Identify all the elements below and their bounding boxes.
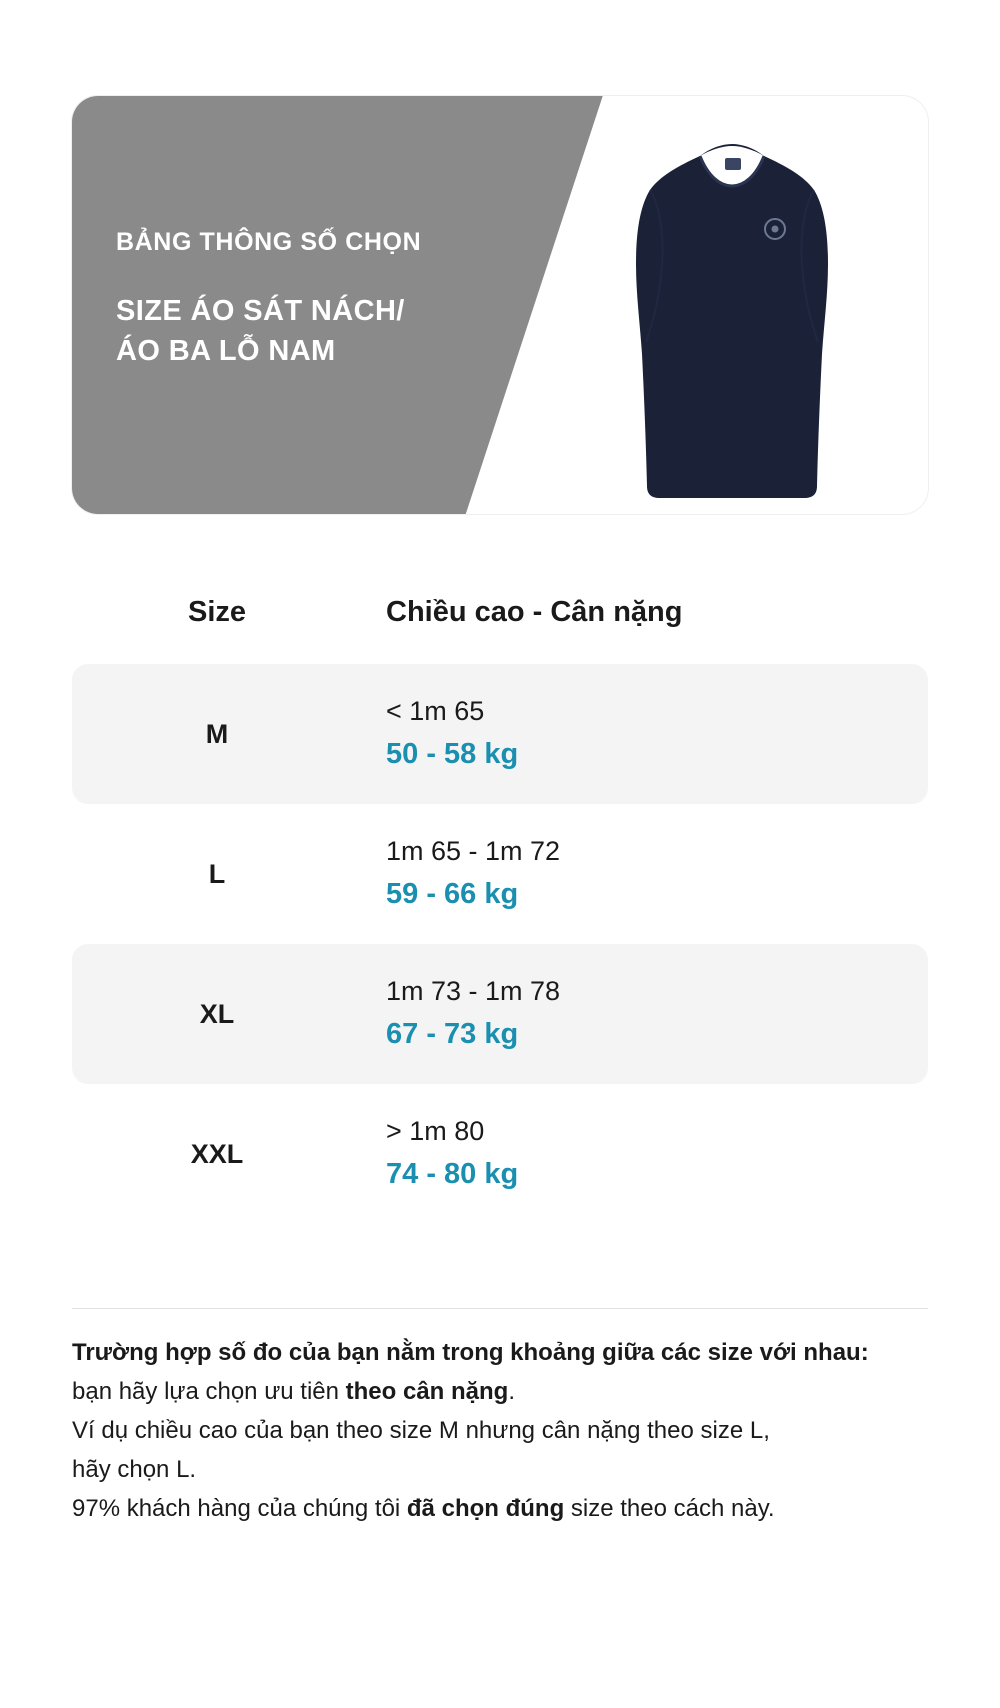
cell-measurement [362,833,928,914]
note-line-2 [72,1373,938,1412]
note-line-5 [72,1490,938,1529]
cell-height: 1m 65 - 1m 72 [386,836,561,867]
header-banner [72,96,928,514]
table-header-row [72,560,928,664]
notes-block [72,1334,938,1528]
table-row [72,1084,928,1224]
cell-size: XL [199,998,235,1029]
note-line-5-pre: 97% khách hàng của chúng tôi [72,1494,407,1522]
note-line-1-text: Trường hợp số đo của bạn nằm trong khoảng giữa các size với nhau: [72,1339,869,1366]
note-line-2-pre: bạn hãy lựa chọn ưu tiên [72,1377,346,1405]
table-row [72,804,928,944]
cell-height: 1m 73 - 1m 78 [386,976,561,1007]
cell-size: XXL [190,1138,244,1169]
size-table [72,560,928,1224]
banner-title-line2-part2: ÁO BA LỖ NAM [116,335,336,368]
cell-weight: 67 - 73 kg [386,1017,519,1050]
banner-text-block [116,228,546,371]
banner-title-line1: BẢNG THÔNG SỐ CHỌN [116,228,422,256]
note-line-3: Ví dụ chiều cao của bạn theo size M nhưng cân nặng theo size L, [72,1416,770,1444]
note-line-2-bold: theo cân nặng [345,1377,509,1405]
table-row [72,664,928,804]
cell-measurement [362,693,928,774]
note-line-1 [72,1334,938,1373]
cell-size: L [208,858,226,889]
cell-measurement [362,973,928,1054]
tank-top-shirt-image [582,114,882,514]
cell-height: > 1m 80 [386,1116,485,1147]
cell-height: < 1m 65 [386,696,485,727]
table-row [72,944,928,1084]
note-line-2-post: . [508,1377,516,1405]
banner-title-line2 [116,291,546,371]
note-line-4: hãy chọn L. [72,1455,197,1483]
column-header-size: Size [187,595,247,628]
cell-weight: 74 - 80 kg [386,1157,519,1190]
section-divider [72,1308,928,1309]
cell-measurement [362,1113,928,1194]
banner-title-line2-part1: SIZE ÁO SÁT NÁCH/ [116,295,405,327]
cell-weight: 59 - 66 kg [386,877,519,910]
cell-weight: 50 - 58 kg [386,737,519,770]
column-header-measurement: Chiều cao - Cân nặng [386,595,683,628]
cell-size: M [205,718,229,749]
note-line-5-bold: đã chọn đúng [406,1494,565,1522]
note-line-5-post: size theo cách này. [564,1494,775,1522]
